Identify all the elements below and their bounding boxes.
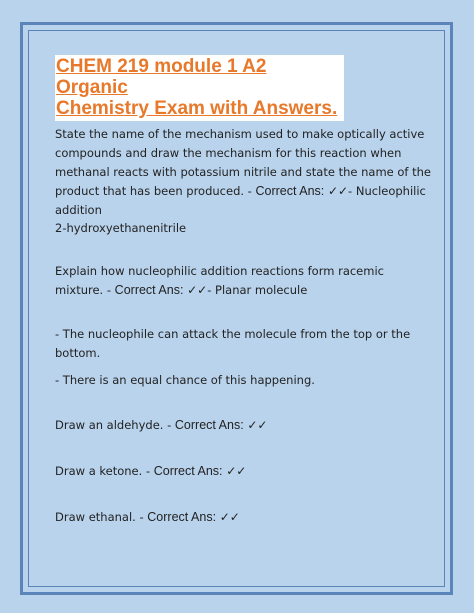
title-line-1: CHEM 219 module 1 A2 Organic bbox=[56, 56, 267, 98]
question-5-text: Draw ethanal. - bbox=[55, 510, 144, 524]
question-2-answer: - Planar molecule bbox=[207, 283, 308, 297]
question-1-answer-label: Correct Ans: bbox=[255, 184, 325, 198]
title-line-2: Chemistry Exam with Answers. bbox=[56, 98, 338, 119]
question-1-answer: - Nucleophilic addition bbox=[55, 184, 426, 217]
question-1 bbox=[55, 125, 435, 220]
question-3-checkmarks: ✓✓ bbox=[247, 418, 268, 432]
question-1-checkmarks: ✓✓ bbox=[327, 184, 349, 198]
question-1-text: State the name of the mechanism used to make optically active compounds and draw the mechanism for this reaction when methanal reacts with potassium nitrile and state the name of the product that has been produced. - bbox=[55, 127, 431, 198]
question-1-product: 2-hydroxyethanenitrile bbox=[55, 221, 187, 235]
question-3-text: Draw an aldehyde. - bbox=[55, 418, 172, 432]
question-4-answer-label: Correct Ans: bbox=[153, 464, 223, 478]
question-4 bbox=[55, 462, 435, 481]
question-5-checkmarks: ✓✓ bbox=[219, 510, 240, 524]
question-5 bbox=[55, 508, 435, 527]
question-3-answer-label: Correct Ans: bbox=[174, 418, 244, 432]
question-2-answer-label: Correct Ans: bbox=[114, 283, 184, 297]
document-title bbox=[56, 56, 342, 119]
question-2-checkmarks: ✓✓ bbox=[187, 283, 208, 297]
question-5-answer-label: Correct Ans: bbox=[147, 510, 217, 524]
question-3 bbox=[55, 416, 435, 435]
title-box bbox=[55, 55, 344, 121]
question-2-text: Explain how nucleophilic addition reactions form racemic mixture. - bbox=[55, 264, 384, 297]
question-2-point-1: - The nucleophile can attack the molecule from the top or the bottom. bbox=[55, 327, 411, 360]
document-content bbox=[55, 55, 435, 524]
question-2 bbox=[55, 262, 435, 300]
question-4-text: Draw a ketone. - bbox=[55, 464, 151, 478]
question-2-point-2: - There is an equal chance of this happening. bbox=[55, 373, 315, 387]
question-4-checkmarks: ✓✓ bbox=[226, 464, 247, 478]
